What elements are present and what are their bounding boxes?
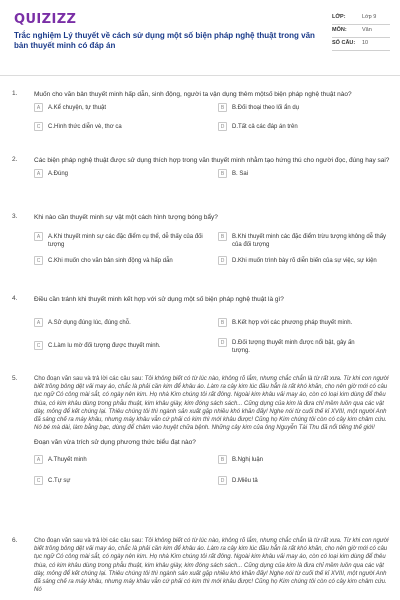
question-number: 4. [12,295,18,302]
answer-option-b[interactable] [218,169,378,178]
question-text: Các biện pháp nghệ thuật được sử dụng thích hợp trong văn thuyết minh nhằm tạo hứng thú cho người đọc, đúng hay sai? [34,157,390,164]
answer-option-b[interactable] [218,318,388,327]
option-text: D.Miêu tả [232,478,258,485]
option-letter-box: A [34,103,43,112]
meta-label: LỚP: [332,14,346,20]
answer-option-b[interactable] [218,455,378,464]
option-letter-box: A [34,169,43,178]
question-4 [10,295,390,352]
question-text: Điều cần tránh khi thuyết minh kết hợp với sử dụng một số biện pháp nghệ thuật là gì? [34,296,284,303]
meta-row-class [332,12,390,25]
question-text: Muốn cho văn bản thuyết minh hấp dẫn, sinh động, người ta vận dụng thêm mộtsố biện pháp nghệ thuật nào? [34,91,352,98]
passage-body: Tôi không biết có từ lúc nào, không rõ lắm, nhưng chắc chắn là từ rất xưa. Từ khi con người biết trồng bông dệt vải may áo, chắc là phải cần kim để khâu áo. Làm ra cây kim lúc đầu hẳn là rất khó khăn, cho nên giờ mới có câu tục ngữ Có công mài sắt, có ngày nên kim. Họ nhà Kim chúng tôi rất đông. Ngoài kim khâu vải may áo, còn có loại kim dùng để thêu thùa, có kim khâu dùng trong phẫu thuật, kim khâu giày, kim đóng sách sách... Cũng dụng của kim là đưa chỉ mềm luồn qua các vật dày, mỏng để kết chúng lại. Thiêu chúng tôi thì ngành sản xuất gặp nhiều khó khăn đấy! Nghe nói từ cuối thế kỉ XVIII, một người Anh đã sáng chế ra máy khâu, nhưng máy khâu vẫn cứ phải có kim thì mới khâu được! Cũng họ Kim chúng tôi còn có cây kim châm cứu. Nó bé mà dài, làm bằng bạc, dùng để châm vào huyệt chữa bệnh. Những cây kim của ông Nguyễn Tài Thu đã nổi tiếng thế giới! [34,376,389,432]
option-text: B.Kết hợp với các phương pháp thuyết minh. [232,320,353,326]
answer-options [34,308,390,352]
option-letter-box: C [34,122,43,131]
option-letter-box: D [218,476,227,485]
answer-option-d[interactable] [218,122,378,131]
answer-options [34,103,390,139]
question-number: 3. [12,213,18,220]
answer-option-d[interactable] [218,338,368,355]
option-letter-box: B [218,169,227,178]
answer-option-d[interactable] [218,256,388,265]
option-text: B. Sai [232,171,249,177]
answer-option-a[interactable] [34,169,194,178]
meta-value: Lớp 9 [362,14,377,20]
option-text: B.Đối thoại theo lối ẩn dụ [232,105,300,111]
worksheet-meta [332,12,390,51]
question-text: Đoạn văn vừa trích sử dụng phương thức biểu đạt nào? [34,439,196,447]
answer-option-c[interactable] [34,256,204,265]
option-text: A.Thuyết minh [48,457,87,464]
answer-option-a[interactable] [34,103,194,112]
option-text: D.Tất cả các đáp án trên [232,124,298,130]
option-letter-box: D [218,256,227,265]
passage-text [34,375,390,432]
answer-options [34,451,390,487]
option-letter-box: B [218,232,227,241]
question-6 [10,537,390,594]
option-text: A.Kể chuyện, tự thuật [48,105,107,111]
passage-text [34,537,390,594]
question-1 [10,90,390,139]
quizizz-logo: QUIZIZZ [14,12,77,27]
meta-row-subject [332,25,390,38]
question-2 [10,156,390,183]
meta-value: Văn [362,27,372,33]
option-letter-box: D [218,122,227,131]
option-letter-box: A [34,455,43,464]
answer-option-b[interactable] [218,232,388,249]
option-text: C.Tự sự [48,478,71,485]
answer-option-b[interactable] [218,103,378,112]
answer-option-a[interactable] [34,318,204,327]
worksheet-title: Trắc nghiệm Lý thuyết về cách sử dụng một số biện pháp nghệ thuật trong văn bản thuyết minh có đáp án [14,31,315,50]
answer-options [34,226,390,274]
answer-option-d[interactable] [218,476,378,485]
option-text: C.Hình thức diễn vè, thơ ca [48,124,122,130]
passage-intro: Cho đoạn văn sau và trả lời các câu sau: [34,376,143,382]
option-letter-box: D [218,338,227,347]
passage-intro: Cho đoạn văn sau và trả lời các câu sau: [34,538,143,544]
option-letter-box: C [34,256,43,265]
option-text: C.Khi muốn cho văn bản sinh động và hấp dẫn [48,258,173,264]
option-letter-box: B [218,455,227,464]
option-letter-box: C [34,476,43,485]
answer-option-c[interactable] [34,122,194,131]
meta-value: 10 [362,40,369,46]
question-5 [10,375,390,487]
question-text: Khi nào cần thuyết minh sự vật một cách hình tượng bóng bẩy? [34,214,218,221]
question-number: 1. [12,90,18,97]
option-letter-box: A [34,232,43,241]
option-text: A.Khi thuyết minh sự các đặc điểm cụ thể, dễ thấy của đối tượng [48,234,203,248]
answer-option-c[interactable] [34,476,194,485]
meta-label: SỐ CÂU: [332,40,356,46]
option-text: A.Đúng [48,171,69,177]
meta-label: MÔN: [332,27,347,33]
option-letter-box: A [34,318,43,327]
question-number: 6. [12,537,18,544]
answer-options [34,169,390,183]
option-text: B.Nghị luận [232,457,264,464]
option-letter-box: C [34,341,43,350]
option-letter-box: B [218,318,227,327]
option-text: A.Sử dụng đúng lúc, đúng chỗ. [48,320,131,326]
option-letter-box: B [218,103,227,112]
question-3 [10,213,390,274]
option-text: D.Đối tượng thuyết minh được nổi bật, gây ấn tượng. [232,340,355,354]
worksheet-header [0,0,400,76]
option-text: D.Khi muốn trình bày rõ diễn biến của sự việc, sự kiện [232,258,377,264]
passage-body: Tôi không biết có từ lúc nào, không rõ lắm, nhưng chắc chắn là từ rất xưa. Từ khi con người biết trồng bông dệt vải may áo, chắc là phải cần kim để khâu áo. Làm ra cây kim lúc đầu hẳn là rất khó khăn, cho nên giờ mới có câu tục ngữ Có công mài sắt, có ngày nên kim. Họ nhà Kim chúng tôi rất đông. Ngoài kim khâu vải may áo, còn có loại kim dùng để thêu thùa, có kim khâu dùng trong phẫu thuật, kim khâu giày, kim đóng sách sách... Cũng dụng của kim là đưa chỉ mềm luồn qua các vật dày, mỏng để kết chúng lại. Thiêu chúng tôi thì ngành sản xuất gặp nhiều khó khăn đấy! Nghe nói từ cuối thế kỉ XVIII, một người Anh đã sáng chế ra máy khâu, nhưng máy khâu vẫn cứ phải có kim thì mới khâu được! Cũng họ Kim chúng tôi còn có cây kim châm cứu. Nó [34,538,389,594]
answer-option-a[interactable] [34,232,204,249]
option-text: B.Khi thuyết minh các đặc điểm trừu tượng không dễ thấy của đối tượng [232,234,387,248]
answer-option-a[interactable] [34,455,194,464]
question-number: 2. [12,156,18,163]
meta-row-count [332,38,390,51]
question-number: 5. [12,375,18,382]
answer-option-c[interactable] [34,341,204,350]
option-text: C.Làm lu mờ đối tượng được thuyết minh. [48,343,161,349]
